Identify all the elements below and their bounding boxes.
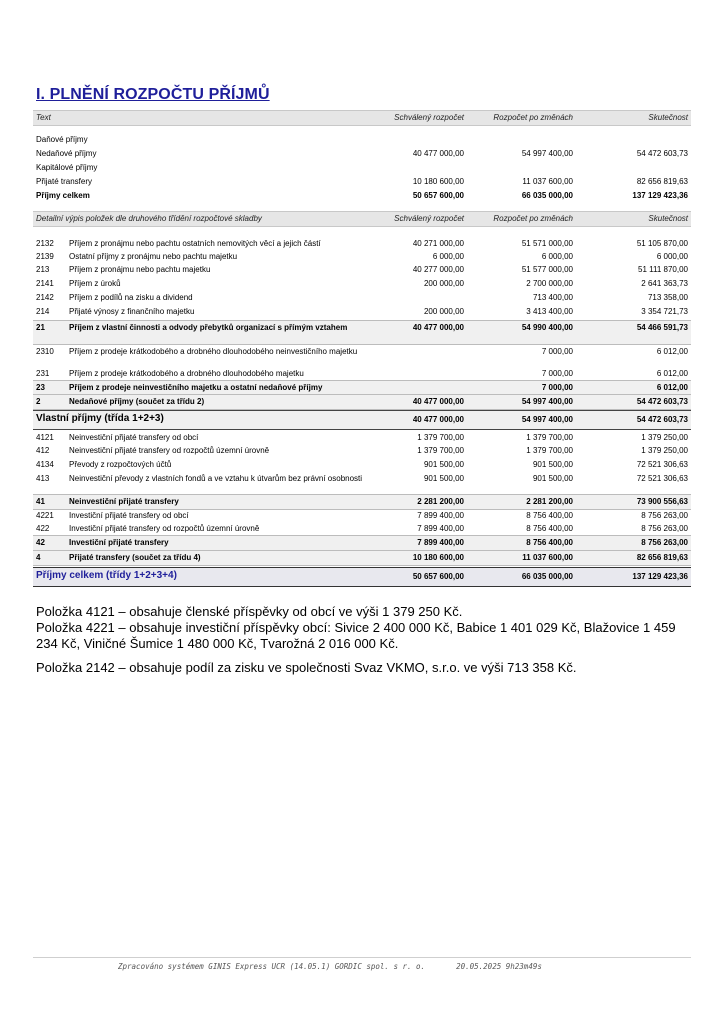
summary-row bbox=[33, 189, 691, 202]
detail-after-changes: 3 413 400,00 bbox=[526, 307, 573, 316]
detail-after-changes: 901 500,00 bbox=[532, 460, 573, 469]
detail-after-changes: 54 997 400,00 bbox=[521, 415, 573, 424]
detail-actual: 6 012,00 bbox=[656, 347, 688, 356]
detail-code: 2142 bbox=[36, 293, 54, 302]
detail-after-changes: 2 700 000,00 bbox=[526, 279, 573, 288]
detail-label: Neinvestiční přijaté transfery od rozpočtů územní úrovně bbox=[69, 446, 270, 455]
detail-approved: 200 000,00 bbox=[423, 279, 464, 288]
detail-actual: 8 756 263,00 bbox=[641, 538, 688, 547]
detail-code: 413 bbox=[36, 474, 50, 483]
header-text: Text bbox=[36, 113, 51, 122]
detail-label: Přijaté výnosy z finančního majetku bbox=[69, 307, 195, 316]
detail-actual: 72 521 306,63 bbox=[636, 460, 688, 469]
footer-system: Zpracováno systémem GINIS Express UCR (14.05.1) GORDIC spol. s r. o. bbox=[118, 962, 426, 971]
detail-code: 2141 bbox=[36, 279, 54, 288]
detail-code: 21 bbox=[36, 323, 45, 332]
detail-after-changes: 1 379 700,00 bbox=[526, 433, 573, 442]
note-4121: Položka 4121 – obsahuje členské příspěvky od obcí ve výši 1 379 250 Kč. bbox=[36, 604, 463, 619]
detail-code: 214 bbox=[36, 307, 50, 316]
detail-approved: 200 000,00 bbox=[423, 307, 464, 316]
summary-label: Příjmy celkem bbox=[36, 191, 90, 200]
detail-code: 4221 bbox=[36, 511, 54, 520]
detail-label: Příjem z úroků bbox=[69, 279, 121, 288]
detail-label: Příjem z pronájmu nebo pachtu ostatních nemovitých věcí a jejich částí bbox=[69, 239, 321, 248]
header-approved: Schválený rozpočet bbox=[394, 113, 464, 122]
detail-actual: 6 000,00 bbox=[656, 252, 688, 261]
detail-row bbox=[33, 250, 691, 263]
detail-header-after-changes: Rozpočet po změnách bbox=[493, 214, 573, 223]
detail-row bbox=[33, 277, 691, 290]
detail-after-changes: 8 756 400,00 bbox=[526, 538, 573, 547]
detail-after-changes: 7 000,00 bbox=[541, 347, 573, 356]
detail-code: 2310 bbox=[36, 347, 54, 356]
detail-approved: 6 000,00 bbox=[432, 252, 464, 261]
detail-approved: 901 500,00 bbox=[423, 474, 464, 483]
footer-datetime: 20.05.2025 9h23m49s bbox=[456, 962, 542, 971]
summary-header bbox=[33, 110, 691, 126]
note-4221: Položka 4221 – obsahuje investiční příspěvky obcí: Sivice 2 400 000 Kč, Babice 1 401 029 Kč, Blažovice 1 459 234 Kč, Viničné Šumice 1 480 000 Kč, Tvarožná 2 016 000 Kč. bbox=[36, 620, 676, 651]
note-2142: Položka 2142 – obsahuje podíl za zisku ve společnosti Svaz VKMO, s.r.o. ve výši 713 358 Kč. bbox=[36, 660, 577, 675]
detail-row bbox=[33, 472, 691, 494]
detail-code: 2132 bbox=[36, 239, 54, 248]
summary-after-changes: 54 997 400,00 bbox=[521, 149, 573, 158]
detail-actual: 1 379 250,00 bbox=[641, 446, 688, 455]
detail-label: Příjem z vlastní činnosti a odvody přebytků organizací s přímým vztahem bbox=[69, 323, 348, 332]
summary-row bbox=[33, 147, 691, 160]
detail-code: 422 bbox=[36, 524, 50, 533]
detail-row bbox=[33, 394, 691, 410]
summary-approved: 10 180 600,00 bbox=[412, 177, 464, 186]
detail-actual: 51 105 870,00 bbox=[636, 239, 688, 248]
detail-label: Příjem z prodeje krátkodobého a drobného dlouhodobého majetku bbox=[69, 369, 304, 378]
detail-after-changes: 7 000,00 bbox=[541, 369, 573, 378]
detail-actual: 54 472 603,73 bbox=[636, 415, 688, 424]
detail-row bbox=[33, 263, 691, 276]
detail-row bbox=[33, 522, 691, 535]
detail-row bbox=[33, 305, 691, 318]
detail-code: 23 bbox=[36, 383, 45, 392]
detail-approved: 1 379 700,00 bbox=[417, 433, 464, 442]
detail-header-text: Detailní výpis položek dle druhového třídění rozpočtové skladby bbox=[36, 214, 262, 223]
detail-after-changes: 6 000,00 bbox=[541, 252, 573, 261]
detail-code: 41 bbox=[36, 497, 45, 506]
detail-actual: 137 129 423,36 bbox=[632, 572, 688, 581]
detail-label: Neinvestiční přijaté transfery od obcí bbox=[69, 433, 199, 442]
detail-approved: 1 379 700,00 bbox=[417, 446, 464, 455]
detail-after-changes: 713 400,00 bbox=[532, 293, 573, 302]
footer bbox=[118, 962, 542, 971]
detail-after-changes: 1 379 700,00 bbox=[526, 446, 573, 455]
detail-label: Příjem z prodeje neinvestičního majetku a ostatní nedaňové příjmy bbox=[69, 383, 323, 392]
summary-actual: 82 656 819,63 bbox=[636, 177, 688, 186]
detail-label: Investiční přijaté transfery bbox=[69, 538, 169, 547]
detail-row bbox=[33, 444, 691, 457]
detail-after-changes: 8 756 400,00 bbox=[526, 524, 573, 533]
summary-approved: 40 477 000,00 bbox=[412, 149, 464, 158]
detail-code: 4 bbox=[36, 553, 41, 562]
summary-actual: 137 129 423,36 bbox=[632, 191, 688, 200]
detail-label: Vlastní příjmy (třída 1+2+3) bbox=[36, 413, 164, 424]
detail-code: 4134 bbox=[36, 460, 54, 469]
detail-actual: 54 472 603,73 bbox=[636, 397, 688, 406]
detail-actual: 51 111 870,00 bbox=[638, 265, 688, 274]
header-actual: Skutečnost bbox=[648, 113, 688, 122]
summary-label: Daňové příjmy bbox=[36, 135, 88, 144]
detail-after-changes: 8 756 400,00 bbox=[526, 511, 573, 520]
summary-row bbox=[33, 133, 691, 146]
detail-code: 412 bbox=[36, 446, 50, 455]
detail-label: Příjem z podílů na zisku a dividend bbox=[69, 293, 193, 302]
detail-code: 4121 bbox=[36, 433, 54, 442]
detail-label: Investiční přijaté transfery od obcí bbox=[69, 511, 189, 520]
detail-row bbox=[33, 431, 691, 444]
detail-actual: 1 379 250,00 bbox=[641, 433, 688, 442]
detail-code: 231 bbox=[36, 369, 50, 378]
detail-approved: 40 477 000,00 bbox=[412, 397, 464, 406]
header-after-changes: Rozpočet po změnách bbox=[493, 113, 573, 122]
detail-code: 2 bbox=[36, 397, 41, 406]
detail-actual: 6 012,00 bbox=[656, 369, 688, 378]
detail-actual: 713 358,00 bbox=[647, 293, 688, 302]
detail-actual: 73 900 556,63 bbox=[636, 497, 688, 506]
summary-label: Kapitálové příjmy bbox=[36, 163, 98, 172]
detail-approved: 10 180 600,00 bbox=[412, 553, 464, 562]
detail-label: Převody z rozpočtových účtů bbox=[69, 460, 172, 469]
detail-row bbox=[33, 535, 691, 551]
detail-header bbox=[33, 211, 691, 227]
detail-code: 213 bbox=[36, 265, 50, 274]
detail-code: 42 bbox=[36, 538, 45, 547]
detail-approved: 7 899 400,00 bbox=[417, 511, 464, 520]
page-title: I. PLNĚNÍ ROZPOČTU PŘÍJMŮ bbox=[36, 86, 270, 103]
detail-actual: 82 656 819,63 bbox=[636, 553, 688, 562]
detail-after-changes: 51 577 000,00 bbox=[521, 265, 573, 274]
footer-divider bbox=[33, 957, 691, 958]
detail-actual: 8 756 263,00 bbox=[641, 524, 688, 533]
detail-after-changes: 54 997 400,00 bbox=[521, 397, 573, 406]
detail-actual: 3 354 721,73 bbox=[641, 307, 688, 316]
detail-label: Přijaté transfery (součet za třídu 4) bbox=[69, 553, 201, 562]
detail-approved: 7 899 400,00 bbox=[417, 538, 464, 547]
detail-actual: 54 466 591,73 bbox=[636, 323, 688, 332]
detail-approved: 2 281 200,00 bbox=[417, 497, 464, 506]
summary-row bbox=[33, 161, 691, 174]
detail-row bbox=[33, 410, 691, 430]
summary-actual: 54 472 603,73 bbox=[636, 149, 688, 158]
summary-row bbox=[33, 175, 691, 188]
detail-approved: 7 899 400,00 bbox=[417, 524, 464, 533]
detail-row bbox=[33, 458, 691, 471]
detail-row bbox=[33, 550, 691, 566]
detail-header-approved: Schválený rozpočet bbox=[394, 214, 464, 223]
detail-label: Příjem z pronájmu nebo pachtu majetku bbox=[69, 265, 211, 274]
detail-actual: 6 012,00 bbox=[656, 383, 688, 392]
detail-approved: 40 277 000,00 bbox=[412, 265, 464, 274]
detail-after-changes: 2 281 200,00 bbox=[526, 497, 573, 506]
detail-label: Investiční přijaté transfery od rozpočtů územní úrovně bbox=[69, 524, 260, 533]
detail-label: Neinvestiční převody z vlastních fondů a ve vztahu k útvarům bez právní osobnosti bbox=[69, 474, 363, 483]
detail-row bbox=[33, 345, 691, 367]
detail-actual: 2 641 363,73 bbox=[641, 279, 688, 288]
summary-label: Přijaté transfery bbox=[36, 177, 93, 186]
detail-row bbox=[33, 320, 691, 345]
detail-after-changes: 901 500,00 bbox=[532, 474, 573, 483]
detail-row bbox=[33, 291, 691, 304]
detail-approved: 40 271 000,00 bbox=[412, 239, 464, 248]
detail-label: Příjmy celkem (třídy 1+2+3+4) bbox=[36, 570, 177, 581]
detail-approved: 40 477 000,00 bbox=[412, 415, 464, 424]
detail-approved: 901 500,00 bbox=[423, 460, 464, 469]
detail-actual: 72 521 306,63 bbox=[636, 474, 688, 483]
detail-row bbox=[33, 380, 691, 395]
summary-after-changes: 66 035 000,00 bbox=[521, 191, 573, 200]
detail-row bbox=[33, 367, 691, 380]
detail-after-changes: 7 000,00 bbox=[541, 383, 573, 392]
summary-after-changes: 11 037 600,00 bbox=[522, 177, 573, 186]
summary-label: Nedaňové příjmy bbox=[36, 149, 97, 158]
detail-after-changes: 66 035 000,00 bbox=[521, 572, 573, 581]
detail-actual: 8 756 263,00 bbox=[641, 511, 688, 520]
detail-label: Neinvestiční přijaté transfery bbox=[69, 497, 179, 506]
detail-label: Ostatní příjmy z pronájmu nebo pachtu majetku bbox=[69, 252, 238, 261]
detail-after-changes: 51 571 000,00 bbox=[521, 239, 573, 248]
detail-approved: 50 657 600,00 bbox=[412, 572, 464, 581]
detail-label: Příjem z prodeje krátkodobého a drobného dlouhodobého neinvestičního majetku bbox=[69, 347, 358, 356]
detail-label: Nedaňové příjmy (součet za třídu 2) bbox=[69, 397, 205, 406]
detail-code: 2139 bbox=[36, 252, 54, 261]
summary-approved: 50 657 600,00 bbox=[412, 191, 464, 200]
detail-row bbox=[33, 494, 691, 510]
detail-approved: 40 477 000,00 bbox=[412, 323, 464, 332]
detail-after-changes: 11 037 600,00 bbox=[522, 553, 573, 562]
detail-row bbox=[33, 509, 691, 522]
detail-row bbox=[33, 237, 691, 250]
detail-header-actual: Skutečnost bbox=[648, 214, 688, 223]
detail-row bbox=[33, 567, 691, 587]
detail-after-changes: 54 990 400,00 bbox=[521, 323, 573, 332]
